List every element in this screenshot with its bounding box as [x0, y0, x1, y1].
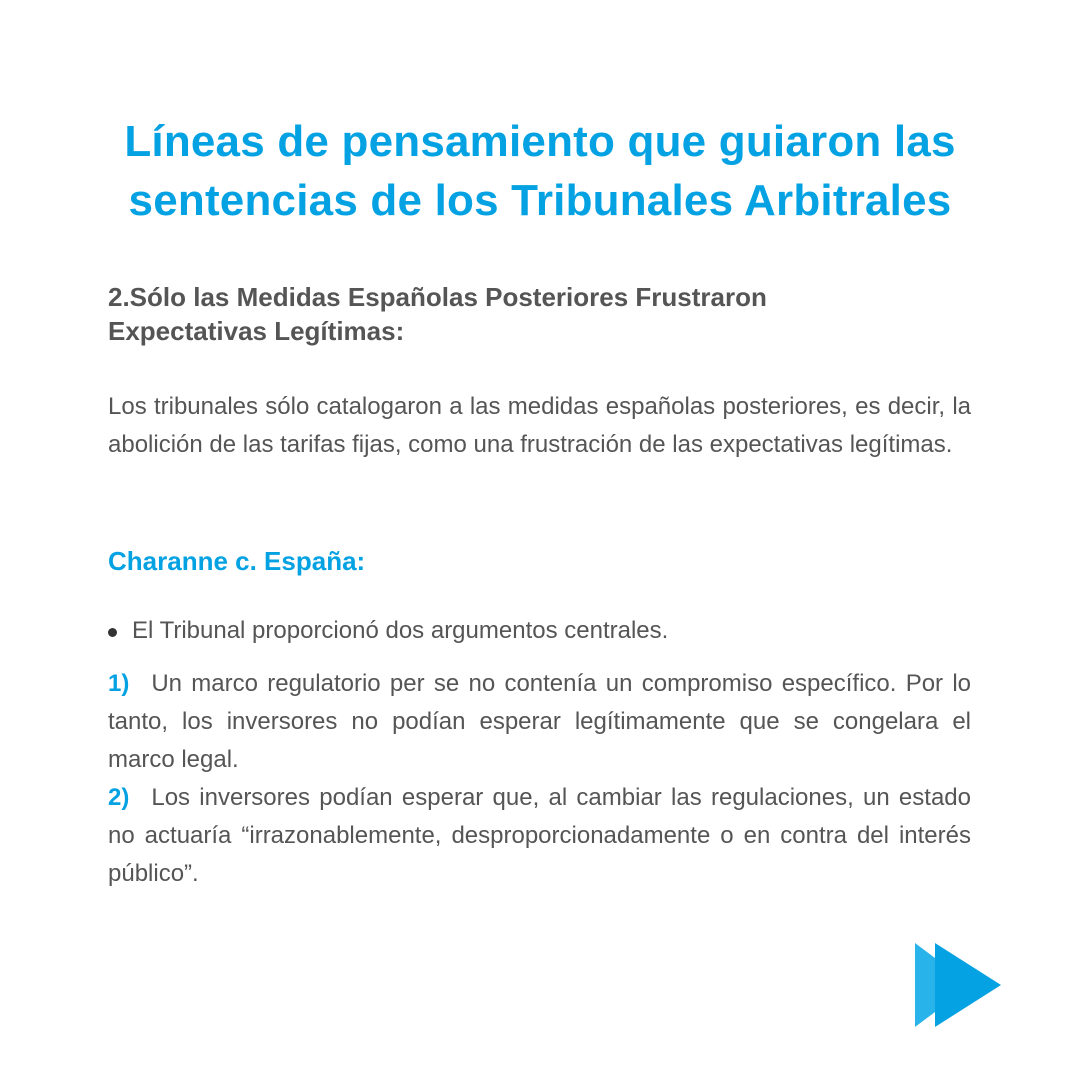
bullet-text: El Tribunal proporcionó dos argumentos centrales.	[132, 617, 669, 644]
fast-forward-arrow-icon[interactable]	[913, 943, 1003, 1029]
section-heading-line-2: Expectativas Legítimas:	[108, 316, 405, 346]
intro-paragraph: Los tribunales sólo catalogaron a las medidas españolas posteriores, es decir, la abolición de las tarifas fijas, como una frustración de las expectativas legítimas.	[108, 393, 971, 458]
numbered-points	[108, 665, 971, 893]
case-heading: Charanne c. España:	[108, 546, 366, 576]
section-heading	[108, 280, 908, 348]
bullet-item	[108, 612, 668, 650]
page-title-line-2: sentencias de los Tribunales Arbitrales	[128, 176, 952, 225]
point-text-2: Los inversores podían esperar que, al cambiar las regulaciones, un estado no actuaría “irrazonablemente, desproporcionadamente o en contra del interés público”.	[108, 784, 971, 887]
arrow-front-triangle	[935, 943, 1001, 1027]
page-title-line-1: Líneas de pensamiento que guiaron las	[124, 117, 956, 166]
point-number-2: 2)	[108, 784, 130, 811]
section-heading-line-1: 2.Sólo las Medidas Españolas Posteriores Frustraron	[108, 282, 767, 312]
point-text-1: Un marco regulatorio per se no contenía un compromiso específico. Por lo tanto, los inversores no podían esperar legítimamente que se congelara el marco legal.	[108, 670, 971, 773]
numbered-point-1	[108, 665, 971, 779]
page-title	[60, 112, 1020, 230]
point-number-1: 1)	[108, 670, 130, 697]
bullet-dot-icon	[108, 628, 117, 637]
numbered-point-2	[108, 779, 971, 893]
